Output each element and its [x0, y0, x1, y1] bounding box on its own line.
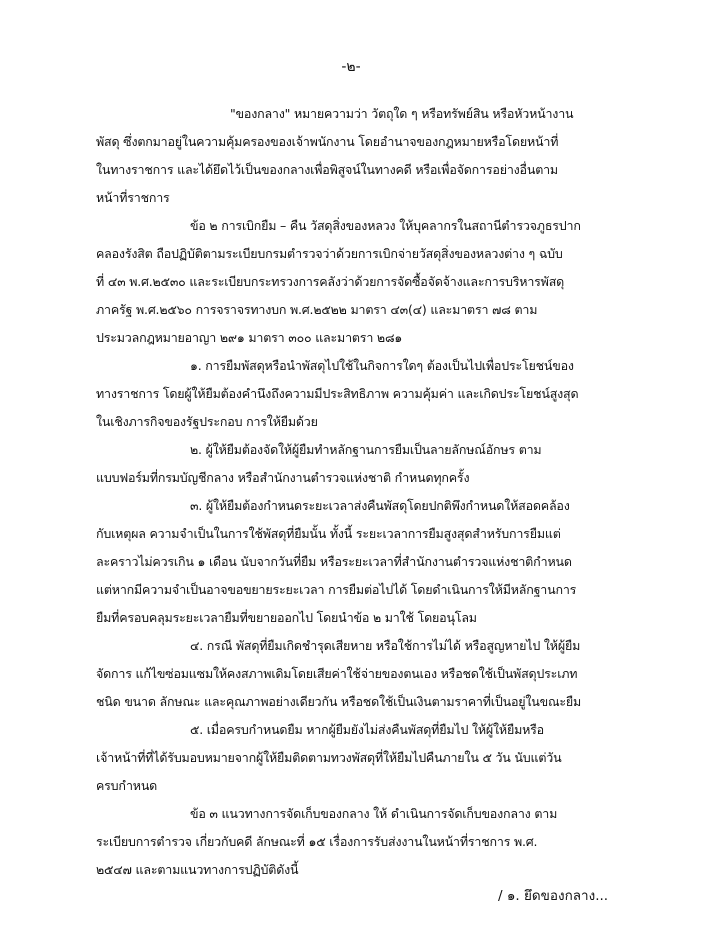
text-line: ๒. ผู้ให้ยืมต้องจัดให้ผู้ยืมทำหลักฐานการยืมเป็นลายลักษณ์อักษร ตาม	[190, 442, 542, 457]
text-line: คลองรังสิต ถือปฏิบัติตามระเบียบกรมตำรวจว่าด้วยการเบิกจ่ายวัสดุสิ่งของหลวงต่าง ๆ ฉบับ	[96, 246, 563, 261]
text-line: ๕. เมื่อครบกำหนดยืม หากผู้ยืมยังไม่ส่งคืนพัสดุที่ยืมไป ให้ผู้ให้ยืมหรือ	[190, 722, 544, 737]
text-line: ประมวลกฎหมายอาญา ๒๙๑ มาตรา ๓๐๐ และมาตรา ๒๘๑	[96, 330, 403, 345]
text-line: เจ้าหน้าที่ที่ได้รับมอบหมายจากผู้ให้ยืมติดตามทวงพัสดุที่ให้ยืมไปคืนภายใน ๕ วัน นับแต่วัน	[96, 750, 562, 765]
text-line: แบบฟอร์มที่กรมบัญชีกลาง หรือสำนักงานตำรวจแห่งชาติ กำหนดทุกครั้ง	[96, 470, 470, 485]
text-line: ชนิด ขนาด ลักษณะ และคุณภาพอย่างเดียวกัน หรือชดใช้เป็นเงินตามราคาที่เป็นอยู่ในขณะยืม	[96, 694, 582, 709]
text-line: จัดการ แก้ไขซ่อมแซมให้คงสภาพเดิมโดยเสียค่าใช้จ่ายของตนเอง หรือชดใช้เป็นพัสดุประเภท	[96, 666, 578, 681]
text-line: ภาครัฐ พ.ศ.๒๕๖๐ การจราจรทางบก พ.ศ.๒๕๒๒ มาตรา ๔๓(๔) และมาตรา ๗๘ ตาม	[96, 302, 538, 317]
text-line: หน้าที่ราชการ	[96, 190, 170, 205]
continuation-note: / ๑. ยึดของกลาง...	[498, 888, 609, 904]
document-body	[96, 100, 608, 884]
page-number: -๒-	[341, 59, 361, 75]
text-line: ครบกำหนด	[96, 778, 158, 793]
text-line: แต่หากมีความจำเป็นอาจขอขยายระยะเวลา การยืมต่อไปได้ โดยดำเนินการให้มีหลักฐานการ	[96, 582, 577, 597]
text-line: ๒๕๔๗ และตามแนวทางการปฏิบัติดังนี้	[96, 862, 299, 877]
text-line: ที่ ๔๓ พ.ศ.๒๕๓๐ และระเบียบกระทรวงการคลังว่าด้วยการจัดซื้อจัดจ้างและการบริหารพัสดุ	[96, 274, 565, 289]
text-line: ข้อ ๓ แนวทางการจัดเก็บของกลาง ให้ ดำเนินการจัดเก็บของกลาง ตาม	[190, 806, 558, 821]
text-line: ในเชิงภารกิจของรัฐประกอบ การให้ยืมด้วย	[96, 414, 318, 429]
text-line: ยืมที่ครอบคลุมระยะเวลายืมที่ขยายออกไป โดยนำข้อ ๒ มาใช้ โดยอนุโลม	[96, 610, 477, 625]
text-line: ในทางราชการ และได้ยึดไว้เป็นของกลางเพื่อพิสูจน์ในทางคดี หรือเพื่อจัดการอย่างอื่นตาม	[96, 162, 558, 177]
text-line: ทางราชการ โดยผู้ให้ยืมต้องคำนึงถึงความมีประสิทธิภาพ ความคุ้มค่า และเกิดประโยชน์สูงสุด	[96, 386, 579, 401]
text-line: ๔. กรณี พัสดุที่ยืมเกิดชำรุดเสียหาย หรือใช้การไม่ได้ หรือสูญหายไป ให้ผู้ยืม	[190, 638, 581, 653]
text-line: ๓. ผู้ให้ยืมต้องกำหนดระยะเวลาส่งคืนพัสดุโดยปกติพึงกำหนดให้สอดคล้อง	[190, 498, 570, 513]
text-line: พัสดุ ซึ่งตกมาอยู่ในความคุ้มครองของเจ้าพนักงาน โดยอำนาจของกฎหมายหรือโดยหน้าที่	[96, 134, 559, 149]
text-line: ละคราวไม่ควรเกิน ๑ เดือน นับจากวันที่ยืม หรือระยะเวลาที่สำนักงานตำรวจแห่งชาติกำหนด	[96, 554, 572, 569]
text-line: ๑. การยืมพัสดุหรือนำพัสดุไปใช้ในกิจการใดๆ ต้องเป็นไปเพื่อประโยชน์ของ	[190, 358, 574, 373]
text-line: ข้อ ๒ การเบิกยืม – คืน วัสดุสิ่งของหลวง ให้บุคลากรในสถานีตำรวจภูธรปาก	[190, 218, 581, 233]
text-line: กับเหตุผล ความจำเป็นในการใช้พัสดุที่ยืมนั้น ทั้งนี้ ระยะเวลาการยืมสูงสุดสำหรับการยืมแต่	[96, 526, 561, 541]
text-line: "ของกลาง" หมายความว่า วัตถุใด ๆ หรือทรัพย์สิน หรือหัวหน้างาน	[230, 106, 574, 121]
text-line: ระเบียบการตำรวจ เกี่ยวกับคดี ลักษณะที่ ๑๕ เรื่องการรับส่งงานในหน้าที่ราชการ พ.ศ.	[96, 834, 538, 849]
